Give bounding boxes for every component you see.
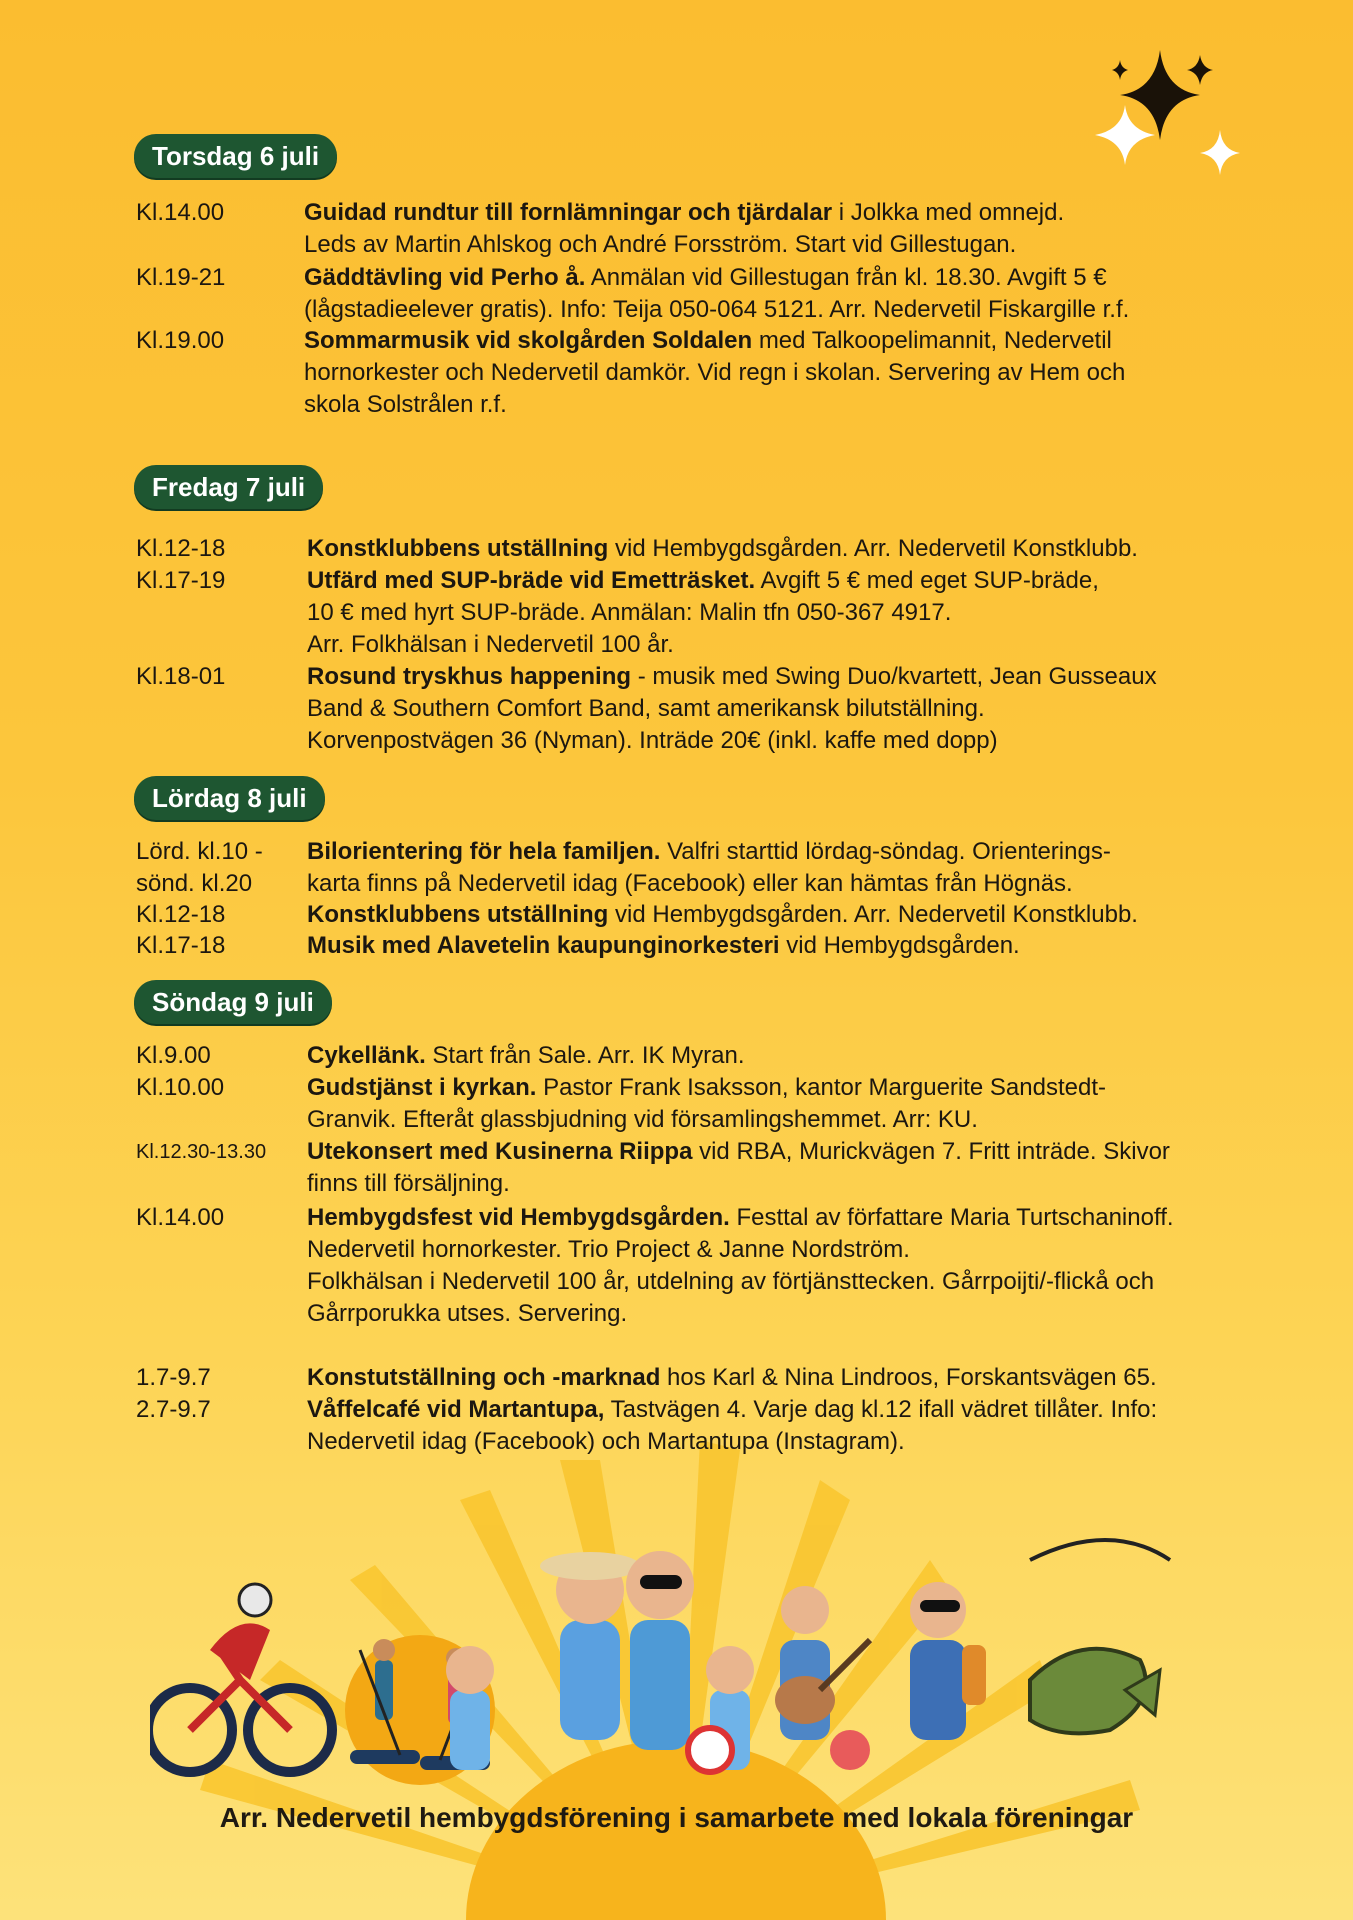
event-friday-2	[136, 565, 1286, 661]
day-badge-friday: Fredag 7 juli	[134, 465, 323, 509]
event-description: Utekonsert med Kusinerna Riippa vid RBA, Murickvägen 7. Fritt inträde. Skivor finns till försäljning.	[307, 1138, 1170, 1197]
event-description: Gäddtävling vid Perho å. Anmälan vid Gillestugan från kl. 18.30. Avgift 5 € (lågstadieelever gratis). Info: Teija 050-064 5121. Arr. Nedervetil Fiskargille r.f.	[304, 264, 1130, 323]
event-description: Rosund tryskhus happening - musik med Swing Duo/kvartett, Jean Gusseaux Band & Southern Comfort Band, samt amerikansk bilutställning. Korvenpostvägen 36 (Nyman). Inträde 20€ (inkl. kaffe med dopp)	[307, 663, 1157, 754]
event-extra-1	[136, 1362, 1286, 1394]
event-friday-1	[136, 533, 1286, 565]
event-time: Kl.14.00	[136, 199, 225, 226]
day-badge-thursday: Torsdag 6 juli	[134, 134, 337, 178]
event-description: Konstutställning och -marknad hos Karl & Nina Lindroos, Forskantsvägen 65.	[307, 1364, 1157, 1391]
event-time: Kl.12.30-13.30	[136, 1141, 267, 1163]
pike-fish-icon	[1030, 1540, 1170, 1733]
event-saturday-1	[136, 836, 1286, 900]
event-time: Kl.19-21	[136, 264, 226, 291]
event-sunday-4	[136, 1202, 1326, 1330]
event-time: Kl.14.00	[136, 1204, 225, 1231]
event-description: Musik med Alavetelin kaupunginorkesteri vid Hembygdsgården.	[307, 932, 1020, 959]
event-sunday-3	[136, 1136, 1286, 1200]
event-time: Kl.18-01	[136, 663, 226, 690]
event-description: Cykellänk. Start från Sale. Arr. IK Myran.	[307, 1042, 745, 1069]
event-saturday-3	[136, 930, 1286, 962]
event-description: Konstklubbens utställning vid Hembygdsgården. Arr. Nedervetil Konstklubb.	[307, 535, 1138, 562]
event-extra-2	[136, 1394, 1286, 1458]
footer-organizer-text: Arr. Nedervetil hembygdsförening i samarbete med lokala föreningar	[219, 1802, 1134, 1833]
hiker-icon	[910, 1582, 986, 1740]
event-saturday-2	[136, 899, 1286, 931]
event-description: Våffelcafé vid Martantupa, Tastvägen 4. Varje dag kl.12 ifall vädret tillåter. Info: Nedervetil idag (Facebook) och Martantupa (Instagram).	[307, 1396, 1158, 1455]
event-time: Kl.17-18	[136, 932, 226, 959]
event-thursday-3	[136, 325, 1286, 421]
sparkle-icon	[1080, 40, 1280, 200]
event-sunday-1	[136, 1040, 1286, 1072]
event-time: Kl.10.00	[136, 1074, 225, 1101]
day-badge-saturday: Lördag 8 juli	[134, 776, 325, 820]
event-time: Kl.19.00	[136, 327, 225, 354]
event-description: Bilorientering för hela familjen. Valfri starttid lördag-söndag. Orienterings- karta finns på Nedervetil idag (Facebook) eller kan hämtas från Högnäs.	[307, 838, 1111, 897]
event-description: Utfärd med SUP-bräde vid Emetträsket. Avgift 5 € med eget SUP-bräde, 10 € med hyrt SUP-bräde. Anmälan: Malin tfn 050-367 4917. Arr. Folkhälsan i Nedervetil 100 år.	[307, 567, 1099, 658]
event-time: Kl.9.00	[136, 1042, 211, 1069]
event-sunday-2	[136, 1072, 1286, 1136]
event-description: Guidad rundtur till fornlämningar och tjärdalar i Jolkka med omnejd. Leds av Martin Ahlskog och André Forsström. Start vid Gillestugan.	[304, 199, 1065, 258]
event-time: Kl.12-18	[136, 901, 226, 928]
event-time: 1.7-9.7	[136, 1364, 211, 1391]
cyclist-icon	[150, 1584, 332, 1772]
event-time: Kl.12-18	[136, 535, 226, 562]
event-time: Lörd. kl.10 - sönd. kl.20	[136, 838, 263, 897]
event-description: Sommarmusik vid skolgården Soldalen med Talkoopelimannit, Nedervetil hornorkester och Nedervetil damkör. Vid regn i skolan. Servering av Hem och skola Solstrålen r.f.	[304, 327, 1126, 418]
event-thursday-1	[136, 197, 1286, 261]
event-description: Konstklubbens utställning vid Hembygdsgården. Arr. Nedervetil Konstklubb.	[307, 901, 1138, 928]
event-thursday-2	[136, 262, 1286, 326]
event-time: 2.7-9.7	[136, 1396, 211, 1423]
day-badge-sunday: Söndag 9 juli	[134, 980, 332, 1024]
event-description: Hembygdsfest vid Hembygdsgården. Festtal av författare Maria Turtschaninoff. Nedervetil hornorkester. Trio Project & Janne Nordström. Folkhälsan i Nedervetil 100 år, utdelning av förtjänsttecken. Gårrpoijti/-flickå och Gårrporukka utses. Servering.	[307, 1204, 1174, 1327]
illustration	[150, 1480, 1250, 1800]
event-friday-3	[136, 661, 1286, 757]
event-time: Kl.17-19	[136, 567, 226, 594]
event-description: Gudstjänst i kyrkan. Pastor Frank Isaksson, kantor Marguerite Sandstedt- Granvik. Efteråt glassbjudning vid församlingshemmet. Arr: KU.	[307, 1074, 1106, 1133]
